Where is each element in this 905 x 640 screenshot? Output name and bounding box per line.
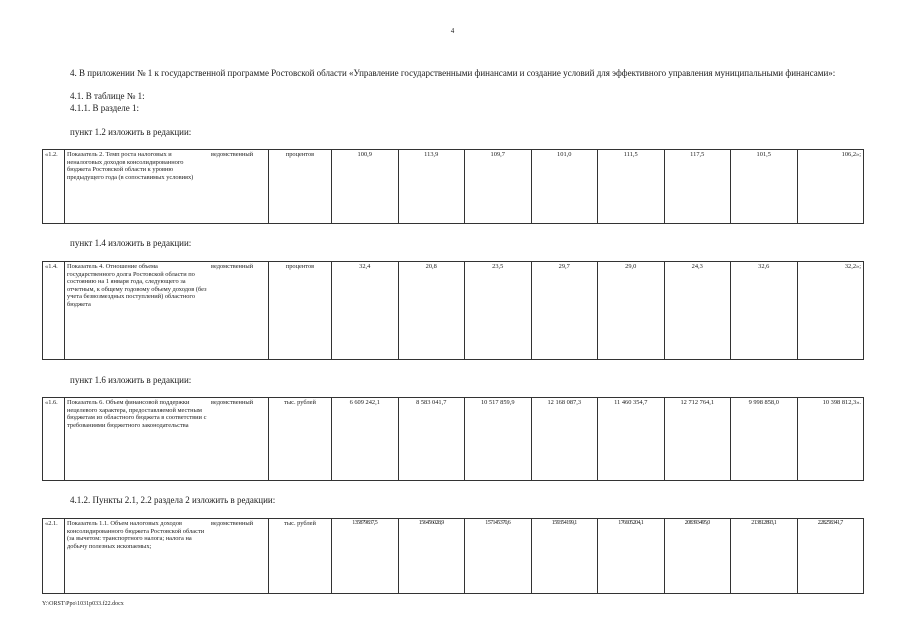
value-cell: 100,9	[332, 150, 399, 224]
value-cell: 24,3	[664, 262, 731, 360]
value-cell: 32,4	[332, 262, 399, 360]
value-cell: 135879837,5	[332, 519, 399, 594]
indicator-table	[42, 397, 864, 481]
row-number: «1.4.	[43, 262, 65, 360]
value-cell: 9 998 858,0	[731, 398, 798, 481]
value-cell: 12 712 764,1	[664, 398, 731, 481]
table-row	[43, 262, 864, 360]
row-number: «1.2.	[43, 150, 65, 224]
intro-block	[42, 68, 864, 79]
indicator-table	[42, 149, 864, 224]
value-cell: 29,7	[531, 262, 598, 360]
value-cell: 106,2»;	[797, 150, 864, 224]
indicator-kind: ведомственный	[209, 262, 269, 360]
unit-cell: процентов	[269, 150, 332, 224]
indicator-kind: ведомственный	[209, 398, 269, 481]
unit-cell: тыс. рублей	[269, 398, 332, 481]
indicator-name: Показатель 4. Отношение объема государственного долга Ростовской области по состоянию на 1 января года, следующего за отчетным, к общему годовому объему доходов (без учета безвозмездных поступлений) областного бюджета	[65, 262, 210, 360]
value-cell: 11 460 354,7	[598, 398, 665, 481]
unit-cell: тыс. рублей	[269, 519, 332, 594]
value-cell: 32,2»;	[797, 262, 864, 360]
value-cell: 157145370,6	[465, 519, 532, 594]
value-cell: 29,0	[598, 262, 665, 360]
indicator-kind: ведомственный	[209, 519, 269, 594]
row-number: «2.1.	[43, 519, 65, 594]
section-caption: пункт 1.6 изложить в редакции:	[70, 375, 192, 385]
indicator-kind: ведомственный	[209, 150, 269, 224]
row-number: «1.6.	[43, 398, 65, 481]
value-cell: 228258341,7	[797, 519, 864, 594]
section-caption: пункт 1.2 изложить в редакции:	[70, 127, 192, 137]
indicator-name: Показатель 6. Объем финансовой поддержки нецелевого характера, предоставляемой местным бюджетам из областного бюджета в соответствии с требованиями бюджетного законодательства	[65, 398, 210, 481]
section-caption: пункт 1.4 изложить в редакции:	[70, 238, 192, 248]
value-cell: 10 398 812,3».	[797, 398, 864, 481]
intro-paragraph: 4. В приложении № 1 к государственной программе Ростовской области «Управление государственными финансами и создание условий для эффективного управления муниципальными финансами»:	[70, 68, 836, 78]
value-cell: 109,7	[465, 150, 532, 224]
section-caption: 4.1.2. Пункты 2.1, 2.2 раздела 2 изложить в редакции:	[70, 495, 276, 505]
value-cell: 208393495,0	[664, 519, 731, 594]
indicator-name: Показатель 1.1. Объем налоговых доходов консолидированного бюджета Ростовской области (за вычетом: транспортного налога; налога на добычу полезных ископаемых;	[65, 519, 210, 594]
value-cell: 12 168 087,3	[531, 398, 598, 481]
value-cell: 32,6	[731, 262, 798, 360]
table-row	[43, 519, 864, 594]
value-cell: 20,8	[398, 262, 465, 360]
value-cell: 101,0	[531, 150, 598, 224]
value-cell: 159354199,1	[531, 519, 598, 594]
value-cell: 117,5	[664, 150, 731, 224]
value-cell: 6 609 242,1	[332, 398, 399, 481]
intro-line-section: 4.1.1. В разделе 1:	[70, 103, 139, 113]
intro-line-table: 4.1. В таблице № 1:	[70, 91, 145, 101]
indicator-table	[42, 518, 864, 594]
table-row	[43, 150, 864, 224]
value-cell: 23,5	[465, 262, 532, 360]
value-cell: 156456028,9	[398, 519, 465, 594]
value-cell: 8 583 041,7	[398, 398, 465, 481]
unit-cell: процентов	[269, 262, 332, 360]
page-number: 4	[450, 27, 455, 35]
value-cell: 10 517 859,9	[465, 398, 532, 481]
value-cell: 111,5	[598, 150, 665, 224]
file-path-footer: Y:\ORST\Ppo\1031p033.f22.docx	[42, 601, 124, 607]
table-row	[43, 398, 864, 481]
value-cell: 101,5	[731, 150, 798, 224]
indicator-table	[42, 261, 864, 360]
indicator-name: Показатель 2. Темп роста налоговых и неналоговых доходов консолидированного бюджета Ростовской области к уровню предыдущего года (в сопоставимых условиях)	[65, 150, 210, 224]
value-cell: 213812893,1	[731, 519, 798, 594]
value-cell: 113,9	[398, 150, 465, 224]
value-cell: 176605204,1	[598, 519, 665, 594]
